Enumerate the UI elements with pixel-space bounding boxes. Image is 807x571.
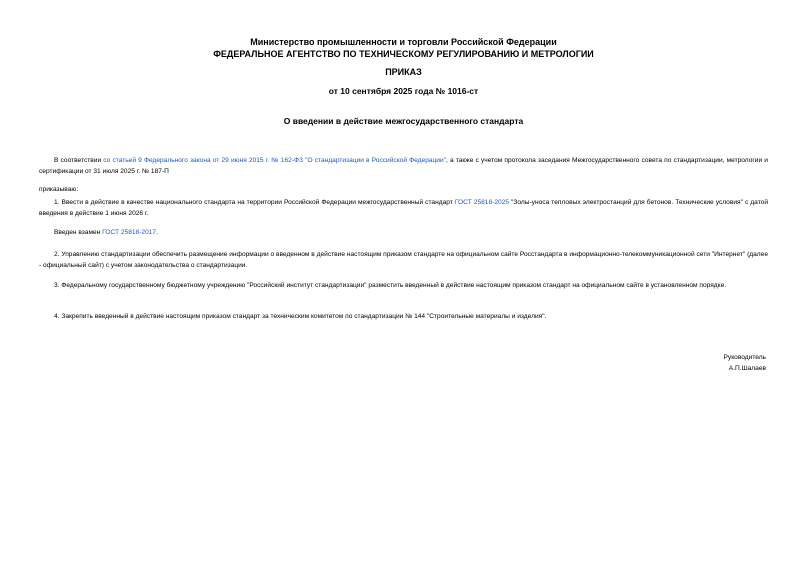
- ministry-name: Министерство промышленности и торговли Российской Федерации: [250, 37, 557, 47]
- replaced-text-start: Введен взамен: [54, 229, 103, 236]
- signature-position: Руководитель: [723, 354, 766, 361]
- signature-block: [724, 352, 766, 374]
- order-title: ПРИКАЗ: [385, 67, 422, 77]
- preamble-paragraph: [39, 155, 768, 177]
- agency-name: ФЕДЕРАЛЬНОЕ АГЕНТСТВО ПО ТЕХНИЧЕСКОМУ РЕГУЛИРОВАНИЮ И МЕТРОЛОГИИ: [213, 49, 594, 59]
- gost-2025-link[interactable]: ГОСТ 25818-2025: [454, 199, 509, 206]
- item-1-text-end: "Золы-уноса тепловых электростанций для бетонов. Технические условия" с датой введения в действие 1 июня 2026 г.: [39, 199, 768, 217]
- item-3-paragraph: 3. Федеральному государственному бюджетному учреждению "Российский институт стандартизации" разместить введенный в действие настоящим приказом стандарт на официальном сайте в установленном порядке.: [54, 282, 727, 289]
- item-1-paragraph: [39, 197, 768, 219]
- order-word: приказываю:: [39, 186, 79, 193]
- replaced-text-end: .: [156, 229, 158, 236]
- signature-name: А.П.Шалаев: [728, 365, 766, 372]
- replaced-paragraph: [39, 227, 768, 238]
- item-4-paragraph: 4. Закрепить введенный в действие настоящим приказом стандарт за техническим комитетом по стандартизации № 144 "Строительные материалы и изделия".: [54, 313, 547, 320]
- order-date-number: от 10 сентября 2025 года № 1016-ст: [328, 86, 479, 96]
- document-header: [0, 36, 807, 60]
- federal-law-link[interactable]: со статьей 9 Федерального закона от 29 июня 2015 г. № 162-ФЗ "О стандартизации в Российской Федерации": [103, 157, 447, 164]
- gost-2017-link[interactable]: ГОСТ 25818-2017: [102, 229, 157, 236]
- item-2-paragraph: 2. Управлению стандартизации обеспечить размещение информации о введенном в действие настоящим приказом стандарте на официальном сайте Росстандарта в информационно-телекоммуникационной сети "Интернет" (далее - официальный сайт) с учетом законодательства о стандартизации.: [39, 251, 768, 269]
- preamble-text-end: , а также с учетом протокола заседания Межгосударственного совета по стандартизации, метрологии и сертификации от 31 июля 2025 г. № 187-П: [39, 157, 768, 175]
- item-1-text-start: 1. Ввести в действие в качестве национального стандарта на территории Российской Федерации межгосударственный стандарт: [54, 199, 455, 206]
- order-subject: О введении в действие межгосударственного стандарта: [283, 116, 524, 126]
- preamble-text-start: В соответствии: [54, 157, 104, 164]
